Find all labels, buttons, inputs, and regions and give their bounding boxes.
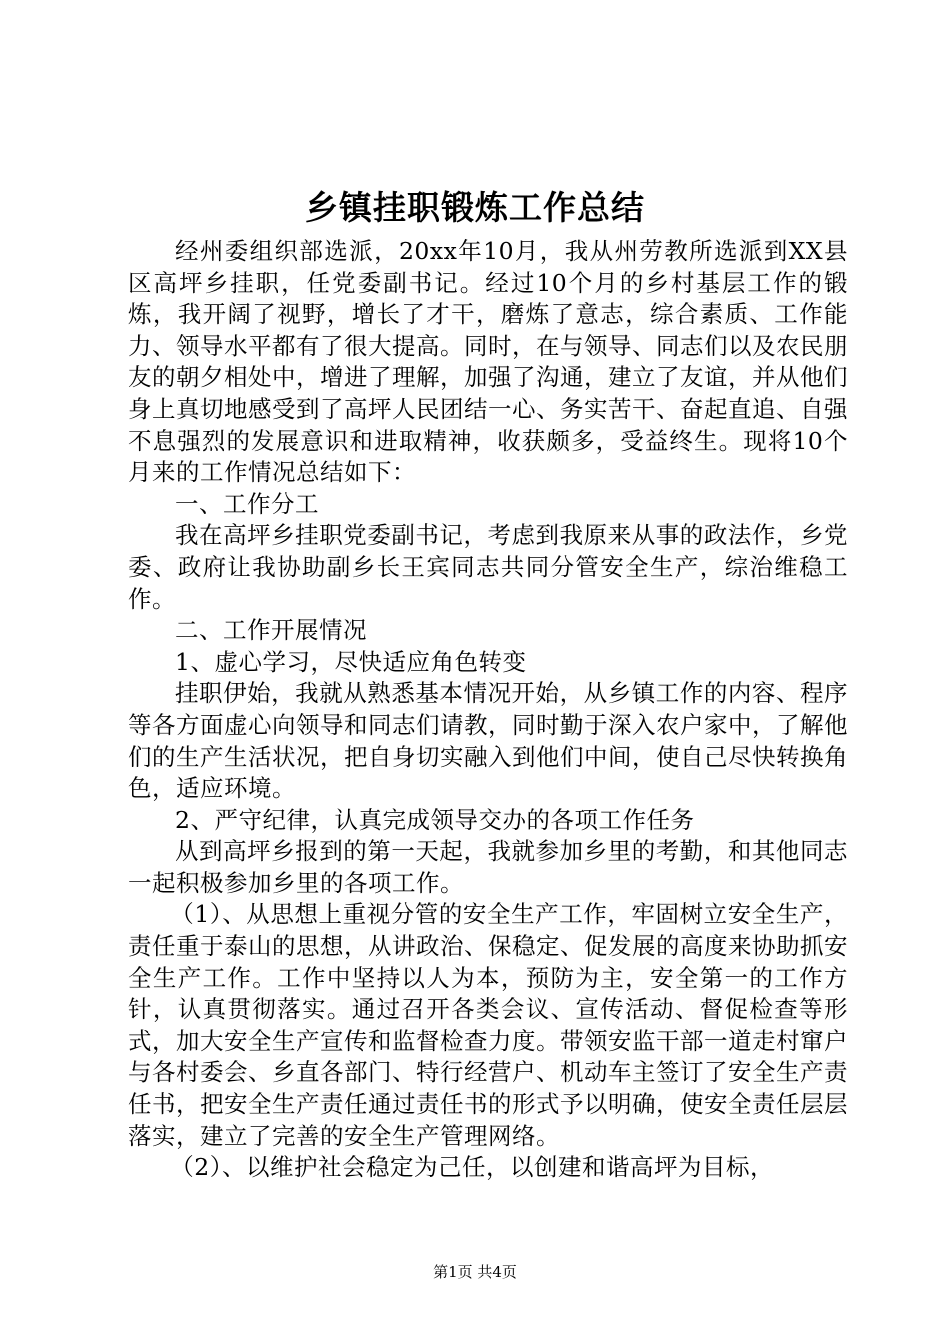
intro-paragraph: 经州委组织部选派，20xx年10月，我从州劳教所选派到XX县区高坪乡挂职，任党委副书记。经过10个月的乡村基层工作的锻炼，我开阔了视野，增长了才干，磨炼了意志，综合素质、工作能力、领导水平都有了很大提高。同时，在与领导、同志们以及农民朋友的朝夕相处中，增进了理解，加强了沟通，建立了友谊，并从他们身上真切地感受到了高坪人民团结一心、务实苦干、奋起直追、自强不息强烈的发展意识和进取精神，收获颇多，受益终生。现将10个月来的工作情况总结如下：: [128, 237, 848, 487]
section-heading-1: 一、工作分工: [175, 489, 319, 518]
subheading-2: 2、严守纪律，认真完成领导交办的各项工作任务: [175, 805, 695, 834]
paragraph-discipline: 从到高坪乡报到的第一天起，我就参加乡里的考勤，和其他同志一起积极参加乡里的各项工作。: [128, 837, 848, 897]
paragraph-social-stability: （2）、以维护社会稳定为己任，以创建和谐高坪为目标，: [170, 1153, 774, 1182]
document-body: [128, 236, 848, 1184]
subheading-1: 1、虚心学习，尽快适应角色转变: [175, 647, 527, 676]
document-title: 乡镇挂职锻炼工作总结: [305, 188, 645, 227]
section-heading-2: 二、工作开展情况: [175, 616, 367, 645]
paragraph-learning: 挂职伊始，我就从熟悉基本情况开始，从乡镇工作的内容、程序等各方面虚心向领导和同志们请教，同时勤于深入农户家中，了解他们的生产生活状况，把自身切实融入到他们中间，使自己尽快转换角色，适应环境。: [128, 679, 848, 803]
paragraph-work-division: 我在高坪乡挂职党委副书记，考虑到我原来从事的政法作，乡党委、政府让我协助副乡长王宾同志共同分管安全生产，综治维稳工作。: [128, 521, 848, 613]
page-number-footer: 第1页 共4页: [433, 1263, 517, 1281]
paragraph-safety-production: （1）、从思想上重视分管的安全生产工作，牢固树立安全生产，责任重于泰山的思想，从讲政治、保稳定、促发展的高度来协助抓安全生产工作。工作中坚持以人为本，预防为主，安全第一的工作方针，认真贯彻落实。通过召开各类会议、宣传活动、督促检查等形式，加大安全生产宣传和监督检查力度。带领安监干部一道走村窜户与各村委会、乡直各部门、特行经营户、机动车主签订了安全生产责任书，把安全生产责任通过责任书的形式予以明确，使安全责任层层落实，建立了完善的安全生产管理网络。: [128, 900, 848, 1150]
